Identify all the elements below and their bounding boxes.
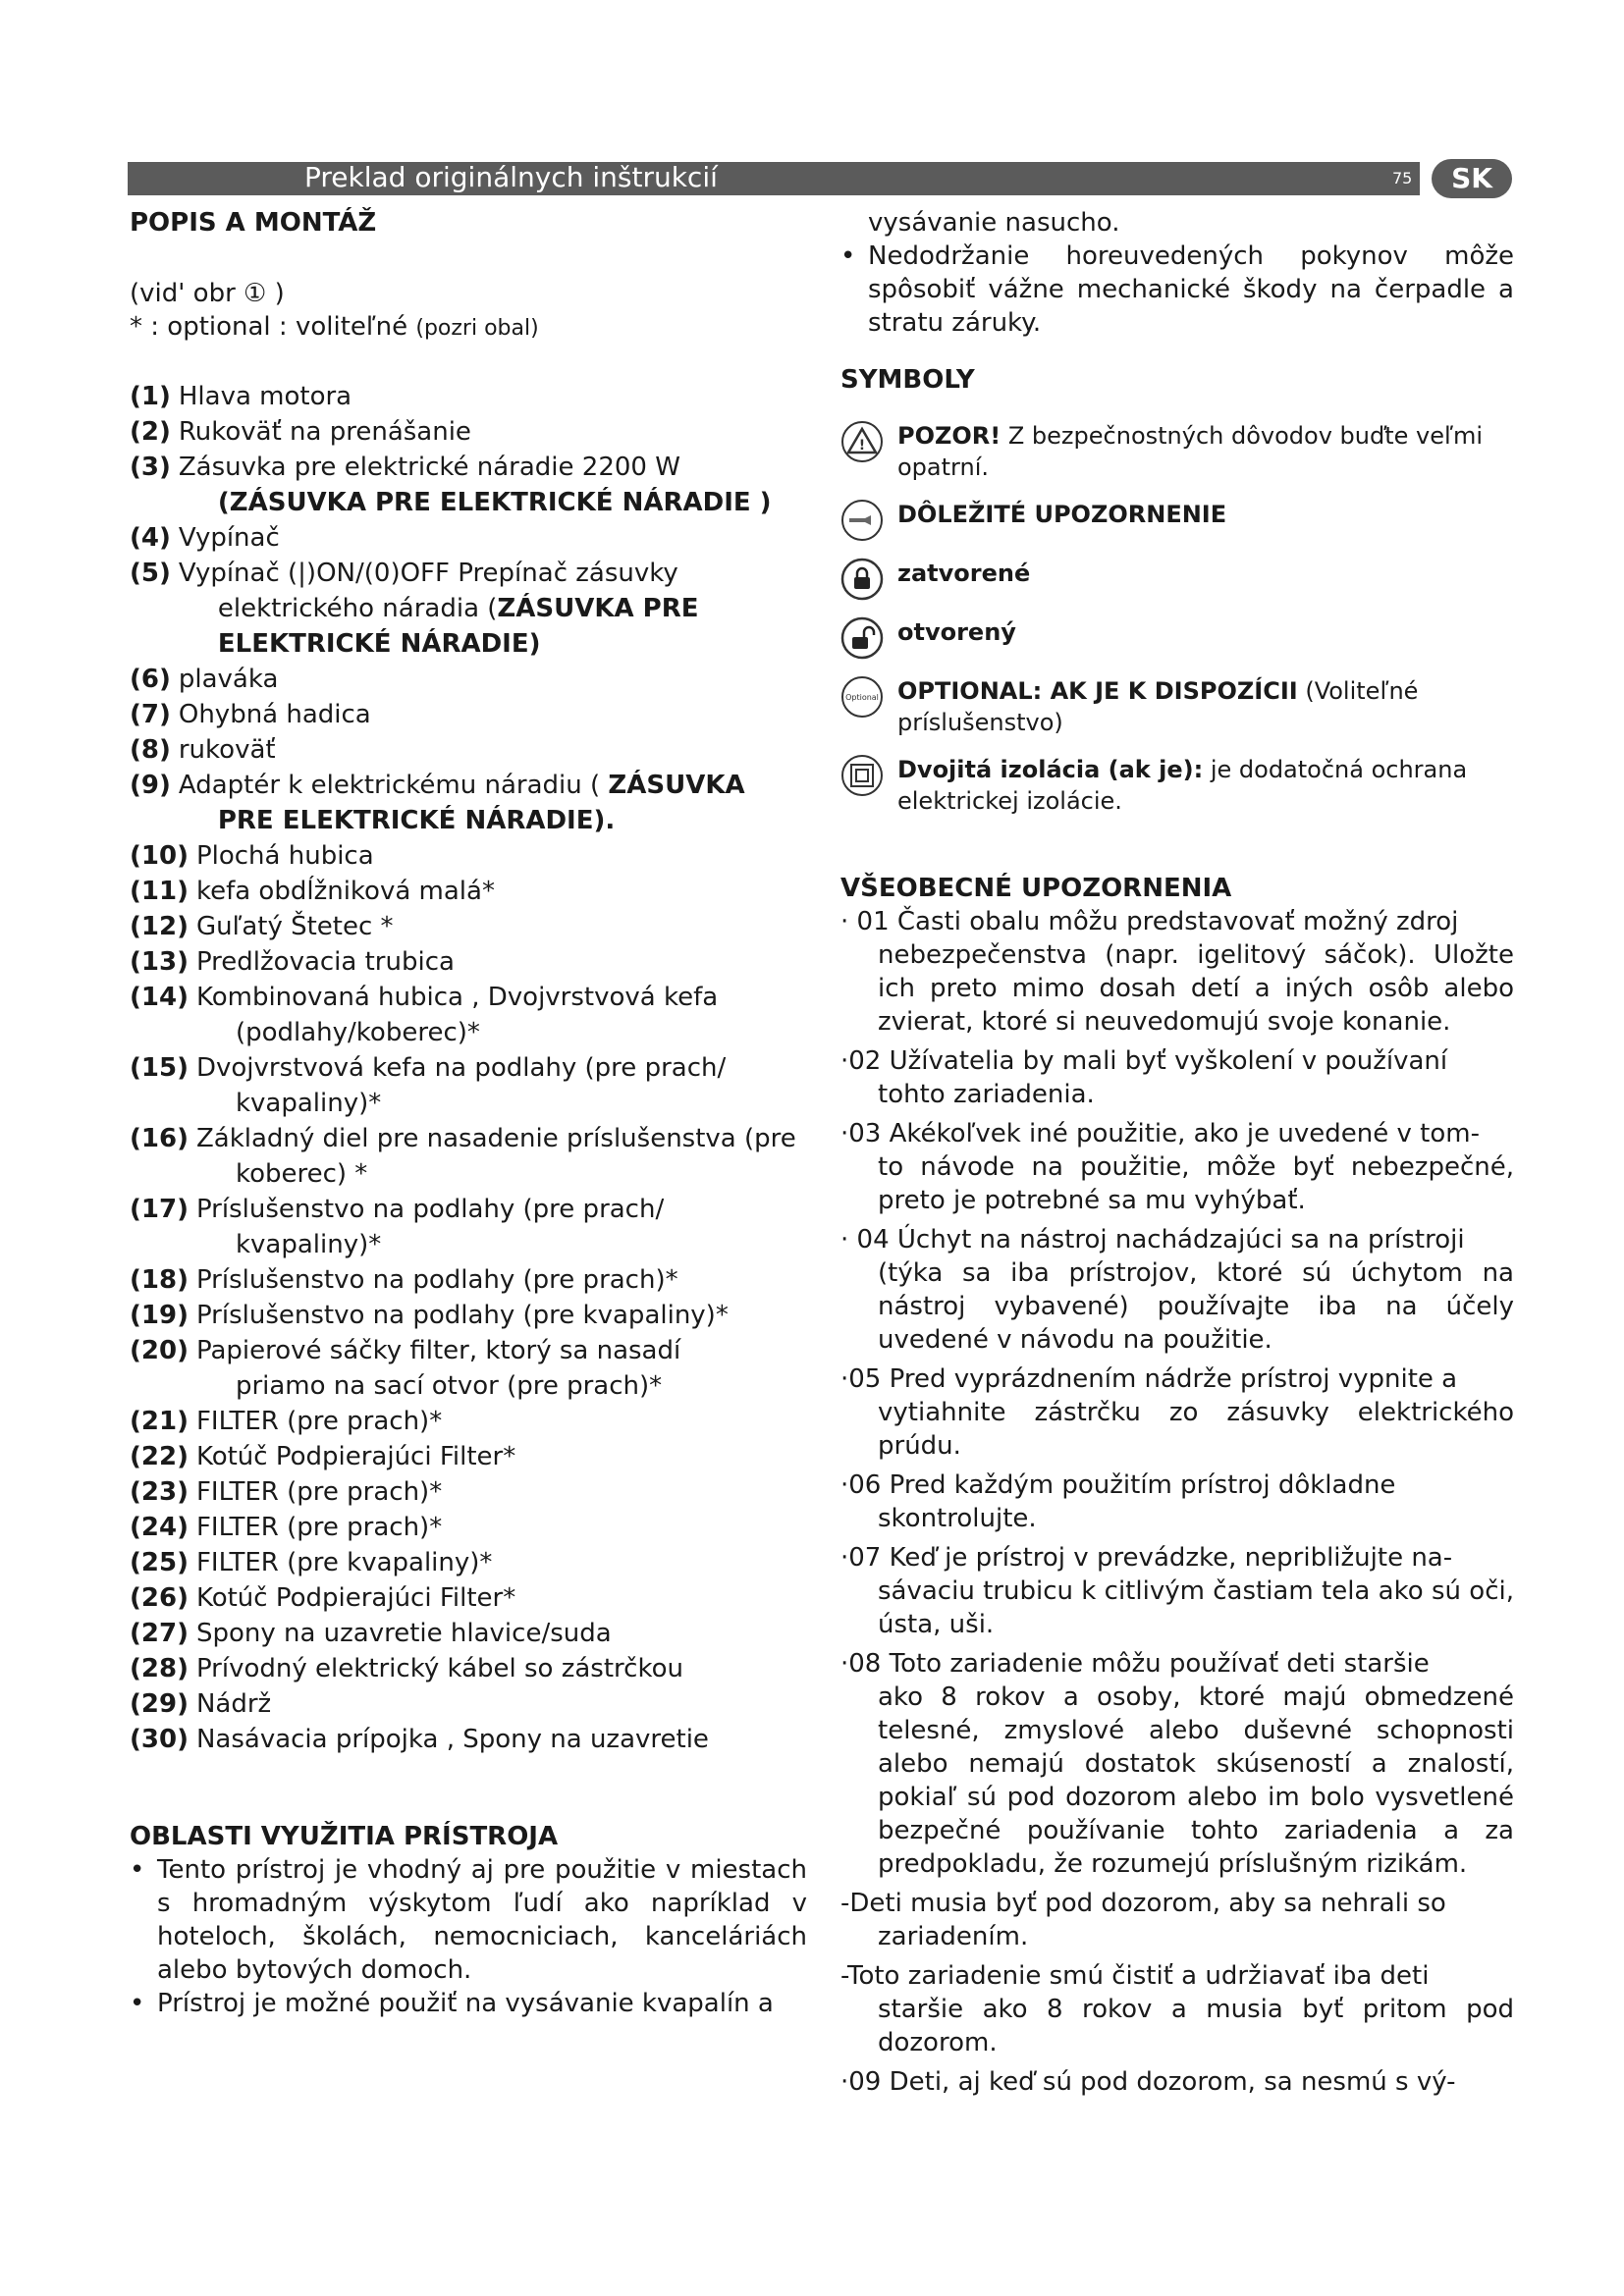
warning-rest: ako 8 rokov a osoby, ktoré majú obmedzené telesné, zmyslové alebo duševné schopnosti alebo nemajú dostatok skúseností a znalostí, pokiaľ sú pod dozorom alebo im bolo vysvetlené bezpečné používanie tohto zariadenia a za predpokladu, že rozumejú príslušným rizikám. (878, 1682, 1514, 1879)
item-text (179, 556, 807, 662)
item-number: (24) (130, 1513, 189, 1542)
symbol-row (840, 754, 1514, 817)
parts-list-item (130, 944, 807, 980)
item-number: (12) (130, 912, 189, 941)
warning-lead: ·02 Užívatelia by mali byť vyškolení v používaní (840, 1046, 1448, 1076)
parts-list-item (130, 520, 807, 556)
section-title-description: POPIS A MONTÁŽ (130, 208, 377, 238)
parts-list-item (130, 556, 807, 662)
item-label: Príslušenstvo na podlahy (pre prach)* (195, 1265, 678, 1295)
item-text (196, 874, 807, 909)
parts-list-item (130, 662, 807, 697)
item-label: Kombinovaná hubica , Dvojvrstvová kefa (195, 983, 719, 1012)
warning-item (840, 1223, 1514, 1357)
warning-lead: ·09 Deti, aj keď sú pod dozorom, sa nesmú s vý- (840, 2067, 1456, 2097)
warning-rest: nebezpečenstva (napr. igelitový sáčok). Uložte ich preto mimo dosah detí a iných osôb alebo zvierat, ktoré si neuvedomujú svoje konanie. (878, 940, 1514, 1037)
parts-list-item (130, 874, 807, 909)
item-text (196, 1298, 807, 1333)
usage-text: Prístroj je možné použiť na vysávanie kvapalín a (157, 1989, 774, 2018)
item-text (179, 768, 807, 838)
figure-reference: (vid' obr ① ) (130, 279, 285, 308)
warning-lead: ·06 Pred každým použitím prístroj dôkladne (840, 1470, 1396, 1500)
header-title: Preklad originálnych inštrukcií (304, 161, 718, 193)
item-number: (13) (130, 947, 189, 977)
warning-rest: to návode na použitie, môže byť nebezpečné, preto je potrebné sa mu vyhýbať. (878, 1152, 1514, 1215)
warning-item (840, 2065, 1514, 2099)
bullet-dot: • (130, 1989, 145, 2018)
parts-list-item (130, 1580, 807, 1616)
warning-item (840, 1887, 1514, 1953)
item-label: Kotúč Podpierajúci Filter* (195, 1583, 516, 1613)
item-label: Vypínač (|)ON/(0)OFF Prepínač zásuvky (178, 559, 678, 588)
warning-rest: staršie ako 8 rokov a musia byť pritom pod dozorom. (878, 1995, 1514, 2057)
item-number: (17) (130, 1195, 189, 1224)
symbol-row (840, 420, 1514, 483)
item-cont-text: kvapaliny)* (235, 1230, 382, 1259)
item-number: (6) (130, 665, 171, 694)
double-insulation-icon (840, 754, 884, 797)
item-number: (8) (130, 735, 171, 765)
item-cont-text: koberec) * (235, 1159, 368, 1189)
item-label: Vypínač (178, 523, 280, 553)
warning-item (840, 1541, 1514, 1641)
hand-pointer-icon (840, 499, 884, 542)
page-number: 75 (1392, 169, 1413, 187)
item-text (196, 980, 807, 1050)
warning-lead: -Toto zariadenie smú čistiť a udržiavať iba deti (840, 1961, 1430, 1991)
warning-item (840, 1117, 1514, 1217)
item-cont-text: elektrického náradia ( (217, 594, 498, 623)
item-bold-line: PRE ELEKTRICKÉ NÁRADIE). (217, 806, 616, 835)
symbol-bold: OPTIONAL: AK JE K DISPOZÍCII (897, 677, 1298, 705)
item-number: (4) (130, 523, 171, 553)
item-number: (16) (130, 1124, 189, 1153)
item-text (196, 1616, 807, 1651)
item-label: Prívodný elektrický kábel so zástrčkou (195, 1654, 683, 1683)
item-continuation (179, 803, 807, 838)
item-number: (18) (130, 1265, 189, 1295)
warning-lead: ·05 Pred vyprázdnením nádrže prístroj vypnite a (840, 1364, 1458, 1394)
item-text (179, 662, 807, 697)
language-badge: SK (1432, 159, 1512, 198)
symbols-list (840, 420, 1514, 817)
parts-list-item (130, 1050, 807, 1121)
item-label: Adaptér k elektrickému náradiu ( (178, 771, 601, 800)
item-number: (3) (130, 453, 171, 482)
item-label: Ohybná hadica (178, 700, 371, 729)
symbol-row (840, 558, 1514, 601)
warning-icon (840, 420, 884, 463)
parts-list-item (130, 1262, 807, 1298)
section-title-symbols: SYMBOLY (840, 365, 975, 395)
item-number: (1) (130, 382, 171, 411)
parts-list-item (130, 1121, 807, 1192)
symbol-row (840, 499, 1514, 542)
item-text (179, 450, 807, 520)
warning-lead: ·08 Toto zariadenie môžu používať deti staršie (840, 1649, 1430, 1679)
item-text (179, 697, 807, 732)
warning-item (840, 905, 1514, 1039)
parts-list-item (130, 1404, 807, 1439)
symbol-text (897, 420, 1514, 483)
item-label: FILTER (pre prach)* (195, 1477, 443, 1507)
item-text (196, 1262, 807, 1298)
warnings-list (840, 905, 1514, 2099)
warning-rest: sávaciu trubicu k citlivým častiam tela ako sú oči, ústa, uši. (878, 1576, 1514, 1639)
item-text (196, 1686, 807, 1722)
item-number: (19) (130, 1301, 189, 1330)
item-label: Papierové sáčky filter, ktorý sa nasadí (195, 1336, 681, 1365)
item-label: Guľatý Štetec * (195, 912, 394, 941)
item-label: Predlžovacia trubica (195, 947, 455, 977)
warning-rest: skontrolujte. (878, 1504, 1037, 1533)
parts-list-item (130, 1545, 807, 1580)
item-bold-line: (ZÁSUVKA PRE ELEKTRICKÉ NÁRADIE ) (217, 488, 772, 517)
item-text (196, 1404, 807, 1439)
warning-rest: (týka sa iba prístrojov, ktoré sú úchytom na nástroj vybavené) používajte iba na účely uvedené v návodu na použitie. (878, 1258, 1514, 1355)
item-label: Základný diel pre nasadenie príslušenstva (pre (195, 1124, 796, 1153)
item-number: (26) (130, 1583, 189, 1613)
item-label: FILTER (pre prach)* (195, 1513, 443, 1542)
usage-item (130, 1853, 807, 1987)
item-continuation (196, 1368, 807, 1404)
symbol-desc: je dodatočná ochrana elektrickej izolácie. (897, 756, 1468, 815)
warning-item (840, 1468, 1514, 1535)
usage-item (130, 1987, 807, 2020)
symbol-row (840, 675, 1514, 738)
parts-list-item (130, 909, 807, 944)
item-text (196, 1192, 807, 1262)
item-number: (29) (130, 1689, 189, 1719)
item-bold: ZÁSUVKA (608, 771, 745, 800)
symbol-desc: Z bezpečnostných dôvodov buďte veľmi opatrní. (897, 422, 1484, 481)
item-label: Nádrž (195, 1689, 272, 1719)
item-number: (25) (130, 1548, 189, 1577)
section-title-usage: OBLASTI VYUŽITIA PRÍSTROJA (130, 1822, 559, 1851)
warning-lead: ·03 Akékoľvek iné použitie, ako je uvedené v tom- (840, 1119, 1480, 1148)
warning-lead: ·07 Keď je prístroj v prevádzke, nepribližujte na- (840, 1543, 1453, 1573)
warning-rest: tohto zariadenia. (878, 1080, 1095, 1109)
item-label: Rukoväť na prenášanie (178, 417, 471, 447)
warning-lead: · 04 Úchyt na nástroj nachádzajúci sa na prístroji (840, 1225, 1465, 1255)
item-continuation (179, 485, 807, 520)
item-text (179, 732, 807, 768)
item-number: (5) (130, 559, 171, 588)
item-cont-text: (podlahy/koberec)* (235, 1018, 480, 1047)
warning-item (840, 1362, 1514, 1463)
parts-list-item (130, 838, 807, 874)
parts-list-item (130, 768, 807, 838)
parts-list-item (130, 1439, 807, 1474)
item-cont-text: priamo na sací otvor (pre prach)* (235, 1371, 663, 1401)
symbol-text (897, 499, 1514, 530)
parts-list-item (130, 414, 807, 450)
item-number: (28) (130, 1654, 189, 1683)
optional-icon (840, 675, 884, 719)
item-cont-text: kvapaliny)* (235, 1089, 382, 1118)
item-number: (10) (130, 841, 189, 871)
item-label: kefa obdĺžniková malá* (195, 877, 495, 906)
symbol-desc: (Voliteľné príslušenstvo) (897, 677, 1419, 736)
symbol-text (897, 754, 1514, 817)
symbol-bold: zatvorené (897, 560, 1031, 587)
continued-line: vysávanie nasucho. (868, 208, 1120, 238)
parts-list-item (130, 1192, 807, 1262)
right-column (840, 206, 1514, 2105)
lock-closed-icon (840, 558, 884, 601)
section-title-warnings: VŠEOBECNÉ UPOZORNENIA (840, 874, 1232, 903)
symbol-text (897, 616, 1514, 648)
optional-note: * : optional : voliteľné (pozri obal) (130, 312, 539, 342)
item-number: (23) (130, 1477, 189, 1507)
item-number: (30) (130, 1725, 189, 1754)
item-text (196, 838, 807, 874)
symbol-row (840, 616, 1514, 660)
parts-list-item (130, 697, 807, 732)
item-number: (7) (130, 700, 171, 729)
symbol-text (897, 675, 1514, 738)
left-column (130, 206, 807, 2020)
item-text (179, 520, 807, 556)
item-number: (20) (130, 1336, 189, 1365)
item-text (196, 909, 807, 944)
lock-open-icon (840, 616, 884, 660)
item-label: plaváka (178, 665, 279, 694)
item-number: (9) (130, 771, 171, 800)
item-label: FILTER (pre prach)* (195, 1407, 443, 1436)
item-label: rukoväť (178, 735, 276, 765)
parts-list-item (130, 379, 807, 414)
item-label: Nasávacia prípojka , Spony na uzavretie (195, 1725, 709, 1754)
item-number: (15) (130, 1053, 189, 1083)
parts-list-item (130, 1686, 807, 1722)
parts-list-item (130, 1722, 807, 1757)
item-text (179, 379, 807, 414)
item-label: FILTER (pre kvapaliny)* (195, 1548, 493, 1577)
item-number: (14) (130, 983, 189, 1012)
item-number: (2) (130, 417, 171, 447)
item-continuation (196, 1086, 807, 1121)
item-number: (27) (130, 1619, 189, 1648)
item-number: (21) (130, 1407, 189, 1436)
warning-item (840, 1044, 1514, 1111)
item-text (196, 1474, 807, 1510)
parts-list-item (130, 1333, 807, 1404)
item-text (196, 1651, 807, 1686)
item-label: Príslušenstvo na podlahy (pre prach/ (195, 1195, 665, 1224)
warning-rest: zariadením. (878, 1922, 1029, 1951)
item-continuation (196, 1156, 807, 1192)
item-text (196, 1545, 807, 1580)
symbol-bold: POZOR! (897, 422, 1001, 450)
parts-list-item (130, 1298, 807, 1333)
item-label: Plochá hubica (195, 841, 374, 871)
item-label: Kotúč Podpierajúci Filter* (195, 1442, 516, 1471)
parts-list-item (130, 980, 807, 1050)
symbol-text (897, 558, 1514, 589)
warning-lead: -Deti musia byť pod dozorom, aby sa nehrali so (840, 1889, 1446, 1918)
item-text (179, 414, 807, 450)
usage-text: Tento prístroj je vhodný aj pre použitie v miestach s hromadným výskytom ľudí ako napríklad v hoteloch, školách, nemocniciach, kanceláriách alebo bytových domoch. (157, 1855, 807, 1985)
item-number: (11) (130, 877, 189, 906)
item-number: (22) (130, 1442, 189, 1471)
parts-list-item (130, 1651, 807, 1686)
item-label: Dvojvrstvová kefa na podlahy (pre prach/ (195, 1053, 727, 1083)
item-continuation (196, 1227, 807, 1262)
item-text (196, 1121, 807, 1192)
item-text (196, 1439, 807, 1474)
parts-list (130, 379, 807, 1757)
continued-bullet: • Nedodržanie horeuvedených pokynov môže spôsobiť vážne mechanické škody na čerpadle a stratu záruky. (840, 241, 1514, 338)
parts-list-item (130, 1510, 807, 1545)
symbol-bold: otvorený (897, 618, 1016, 646)
warning-item (840, 1959, 1514, 2059)
item-text (196, 1333, 807, 1404)
parts-list-item (130, 1474, 807, 1510)
svg-text:Optional: Optional (845, 693, 879, 702)
item-label: Hlava motora (178, 382, 352, 411)
warning-lead: · 01 Časti obalu môžu predstavovať možný zdroj (840, 907, 1459, 936)
usage-list (130, 1853, 807, 2020)
item-text (196, 1580, 807, 1616)
item-text (196, 1510, 807, 1545)
parts-list-item (130, 450, 807, 520)
svg-text:!: ! (858, 438, 866, 454)
item-label: Príslušenstvo na podlahy (pre kvapaliny)* (195, 1301, 729, 1330)
item-label: Zásuvka pre elektrické náradie 2200 W (178, 453, 680, 482)
bullet-dot: • (130, 1855, 145, 1885)
symbol-bold: Dvojitá izolácia (ak je): (897, 756, 1204, 783)
warning-item (840, 1647, 1514, 1881)
item-label: Spony na uzavretie hlavice/suda (195, 1619, 612, 1648)
parts-list-item (130, 732, 807, 768)
symbol-bold: DÔLEŽITÉ UPOZORNENIE (897, 501, 1227, 528)
item-text (196, 1722, 807, 1757)
item-text (196, 1050, 807, 1121)
item-text (196, 944, 807, 980)
parts-list-item (130, 1616, 807, 1651)
warning-rest: vytiahnite zástrčku zo zásuvky elektrického prúdu. (878, 1398, 1514, 1461)
item-continuation (196, 1015, 807, 1050)
item-cont-bold: ZÁSUVKA PRE ELEKTRICKÉ NÁRADIE) (217, 594, 699, 659)
item-continuation (179, 591, 807, 662)
